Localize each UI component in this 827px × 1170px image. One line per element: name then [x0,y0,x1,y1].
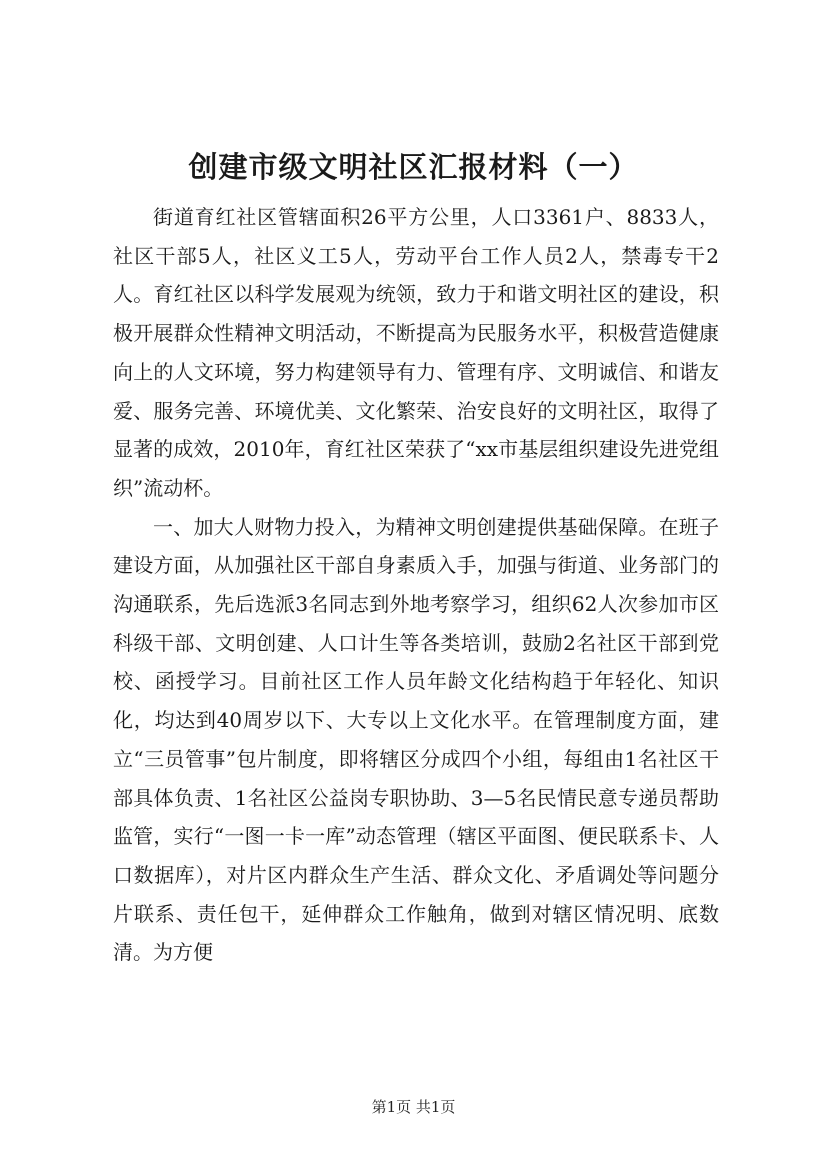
paragraph-section-one: 一、加大人财物力投入，为精神文明创建提供基础保障。在班子建设方面，从加强社区干部自身素质入手，加强与街道、业务部门的沟通联系，先后选派3名同志到外地考察学习，组织62人次参加市区科级干部、文明创建、人口计生等各类培训，鼓励2名社区干部到党校、函授学习。目前社区工作人员年龄文化结构趋于年轻化、知识化，均达到40周岁以下、大专以上文化水平。在管理制度方面，建立“三员管事”包片制度，即将辖区分成四个小组，每组由1名社区干部具体负责、1名社区公益岗专职协助、3—5名民情民意专递员帮助监管，实行“一图一卡一库”动态管理（辖区平面图、便民联系卡、人口数据库），对片区内群众生产生活、群众文化、矛盾调处等问题分片联系、责任包干，延伸群众工作触角，做到对辖区情况明、底数清。为方便 [113,514,719,965]
document-body [113,198,719,972]
paragraph-intro: 街道育红社区管辖面积26平方公里，人口3361户、8833人，社区干部5人，社区义工5人，劳动平台工作人员2人，禁毒专干2人。育红社区以科学发展观为统领，致力于和谐文明社区的建设，积极开展群众性精神文明活动，不断提高为民服务水平，积极营造健康向上的人文环境，努力构建领导有力、管理有序、文明诚信、和谐友爱、服务完善、环境优美、文化繁荣、治安良好的文明社区，取得了显著的成效，2010年，育红社区荣获了“xx市基层组织建设先进党组织”流动杯。 [113,205,719,500]
document-title: 创建市级文明社区汇报材料（一） [188,150,639,184]
page-number-footer: 第1页 共1页 [371,1098,456,1116]
